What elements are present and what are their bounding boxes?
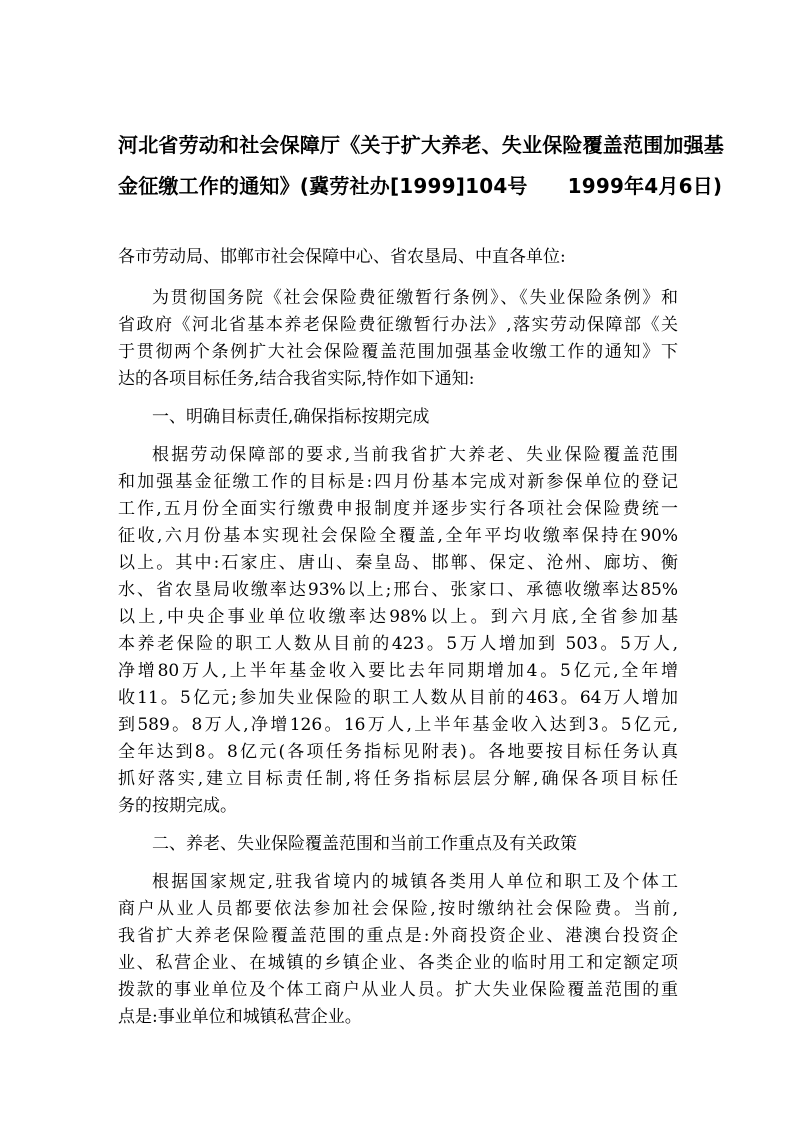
body-line: 以上,中央企事业单位收缴率达98%以上。到六月底,全省参加基	[118, 607, 678, 627]
body-line: 以上。其中:石家庄、唐山、秦皇岛、邯郸、保定、沧州、廊坊、衡	[118, 553, 678, 573]
body-line: 工作,五月份全面实行缴费申报制度并逐步实行各项社会保险费统一	[118, 499, 678, 519]
body-line: 业、私营企业、在城镇的乡镇企业、各类企业的临时用工和定额定项	[118, 953, 678, 973]
body-line: 为贯彻国务院《社会保险费征缴暂行条例》、《失业保险条例》和	[152, 288, 678, 308]
body-line: 拨款的事业单位及个体工商户从业人员。扩大失业保险覆盖范围的重	[118, 980, 678, 1000]
document-title-line-1	[118, 133, 724, 157]
title-date: 1999年4月6日)	[567, 174, 723, 198]
body-line: 到589。8万人,净增126。16万人,上半年基金收入达到3。5亿元,	[118, 715, 678, 735]
body-line: 根据国家规定,驻我省境内的城镇各类用人单位和职工及个体工	[152, 872, 678, 892]
body-line: 征收,六月份基本实现社会保险全覆盖,全年平均收缴率保持在90%	[118, 526, 678, 546]
body-line: 务的按期完成。	[118, 796, 237, 816]
body-line: 和加强基金征缴工作的目标是:四月份基本完成对新参保单位的登记	[118, 472, 678, 492]
section-heading-1: 一、明确目标责任,确保指标按期完成	[152, 407, 430, 427]
body-line: 点是:事业单位和城镇私营企业。	[118, 1007, 362, 1027]
body-line: 抓好落实,建立目标责任制,将任务指标层层分解,确保各项目标任	[118, 769, 678, 789]
title-text-2a: 金征缴工作的通知》(冀劳社办[1999]104号	[118, 174, 528, 198]
body-line: 我省扩大养老保险覆盖范围的重点是:外商投资企业、港澳台投资企	[118, 926, 678, 946]
body-line: 商户从业人员都要依法参加社会保险,按时缴纳社会保险费。当前,	[118, 899, 678, 919]
body-line: 于贯彻两个条例扩大社会保险覆盖范围加强基金收缴工作的通知》下	[118, 342, 678, 362]
body-line: 达的各项目标任务,结合我省实际,特作如下通知:	[118, 369, 475, 389]
body-line: 省政府《河北省基本养老保险费征缴暂行办法》,落实劳动保障部《关	[118, 315, 678, 335]
body-line: 收11。5亿元;参加失业保险的职工人数从目前的463。64万人增加	[118, 688, 678, 708]
document-title-line-2	[118, 174, 723, 198]
section-heading-2: 二、养老、失业保险覆盖范围和当前工作重点及有关政策	[152, 834, 577, 854]
salutation: 各市劳动局、邯郸市社会保障中心、省农垦局、中直各单位:	[118, 247, 566, 267]
body-line: 全年达到8。8亿元(各项任务指标见附表)。各地要按目标任务认真	[118, 742, 678, 762]
body-line: 本养老保险的职工人数从目前的423。5万人增加到 503。5万人,	[118, 634, 678, 654]
body-line: 净增80万人,上半年基金收入要比去年同期增加4。5亿元,全年增	[118, 661, 678, 681]
body-line: 根据劳动保障部的要求,当前我省扩大养老、失业保险覆盖范围	[152, 445, 678, 465]
title-text-1: 河北省劳动和社会保障厅《关于扩大养老、失业保险覆盖范围加强基	[118, 133, 724, 157]
body-line: 水、省农垦局收缴率达93%以上;邢台、张家口、承德收缴率达85%	[118, 580, 678, 600]
